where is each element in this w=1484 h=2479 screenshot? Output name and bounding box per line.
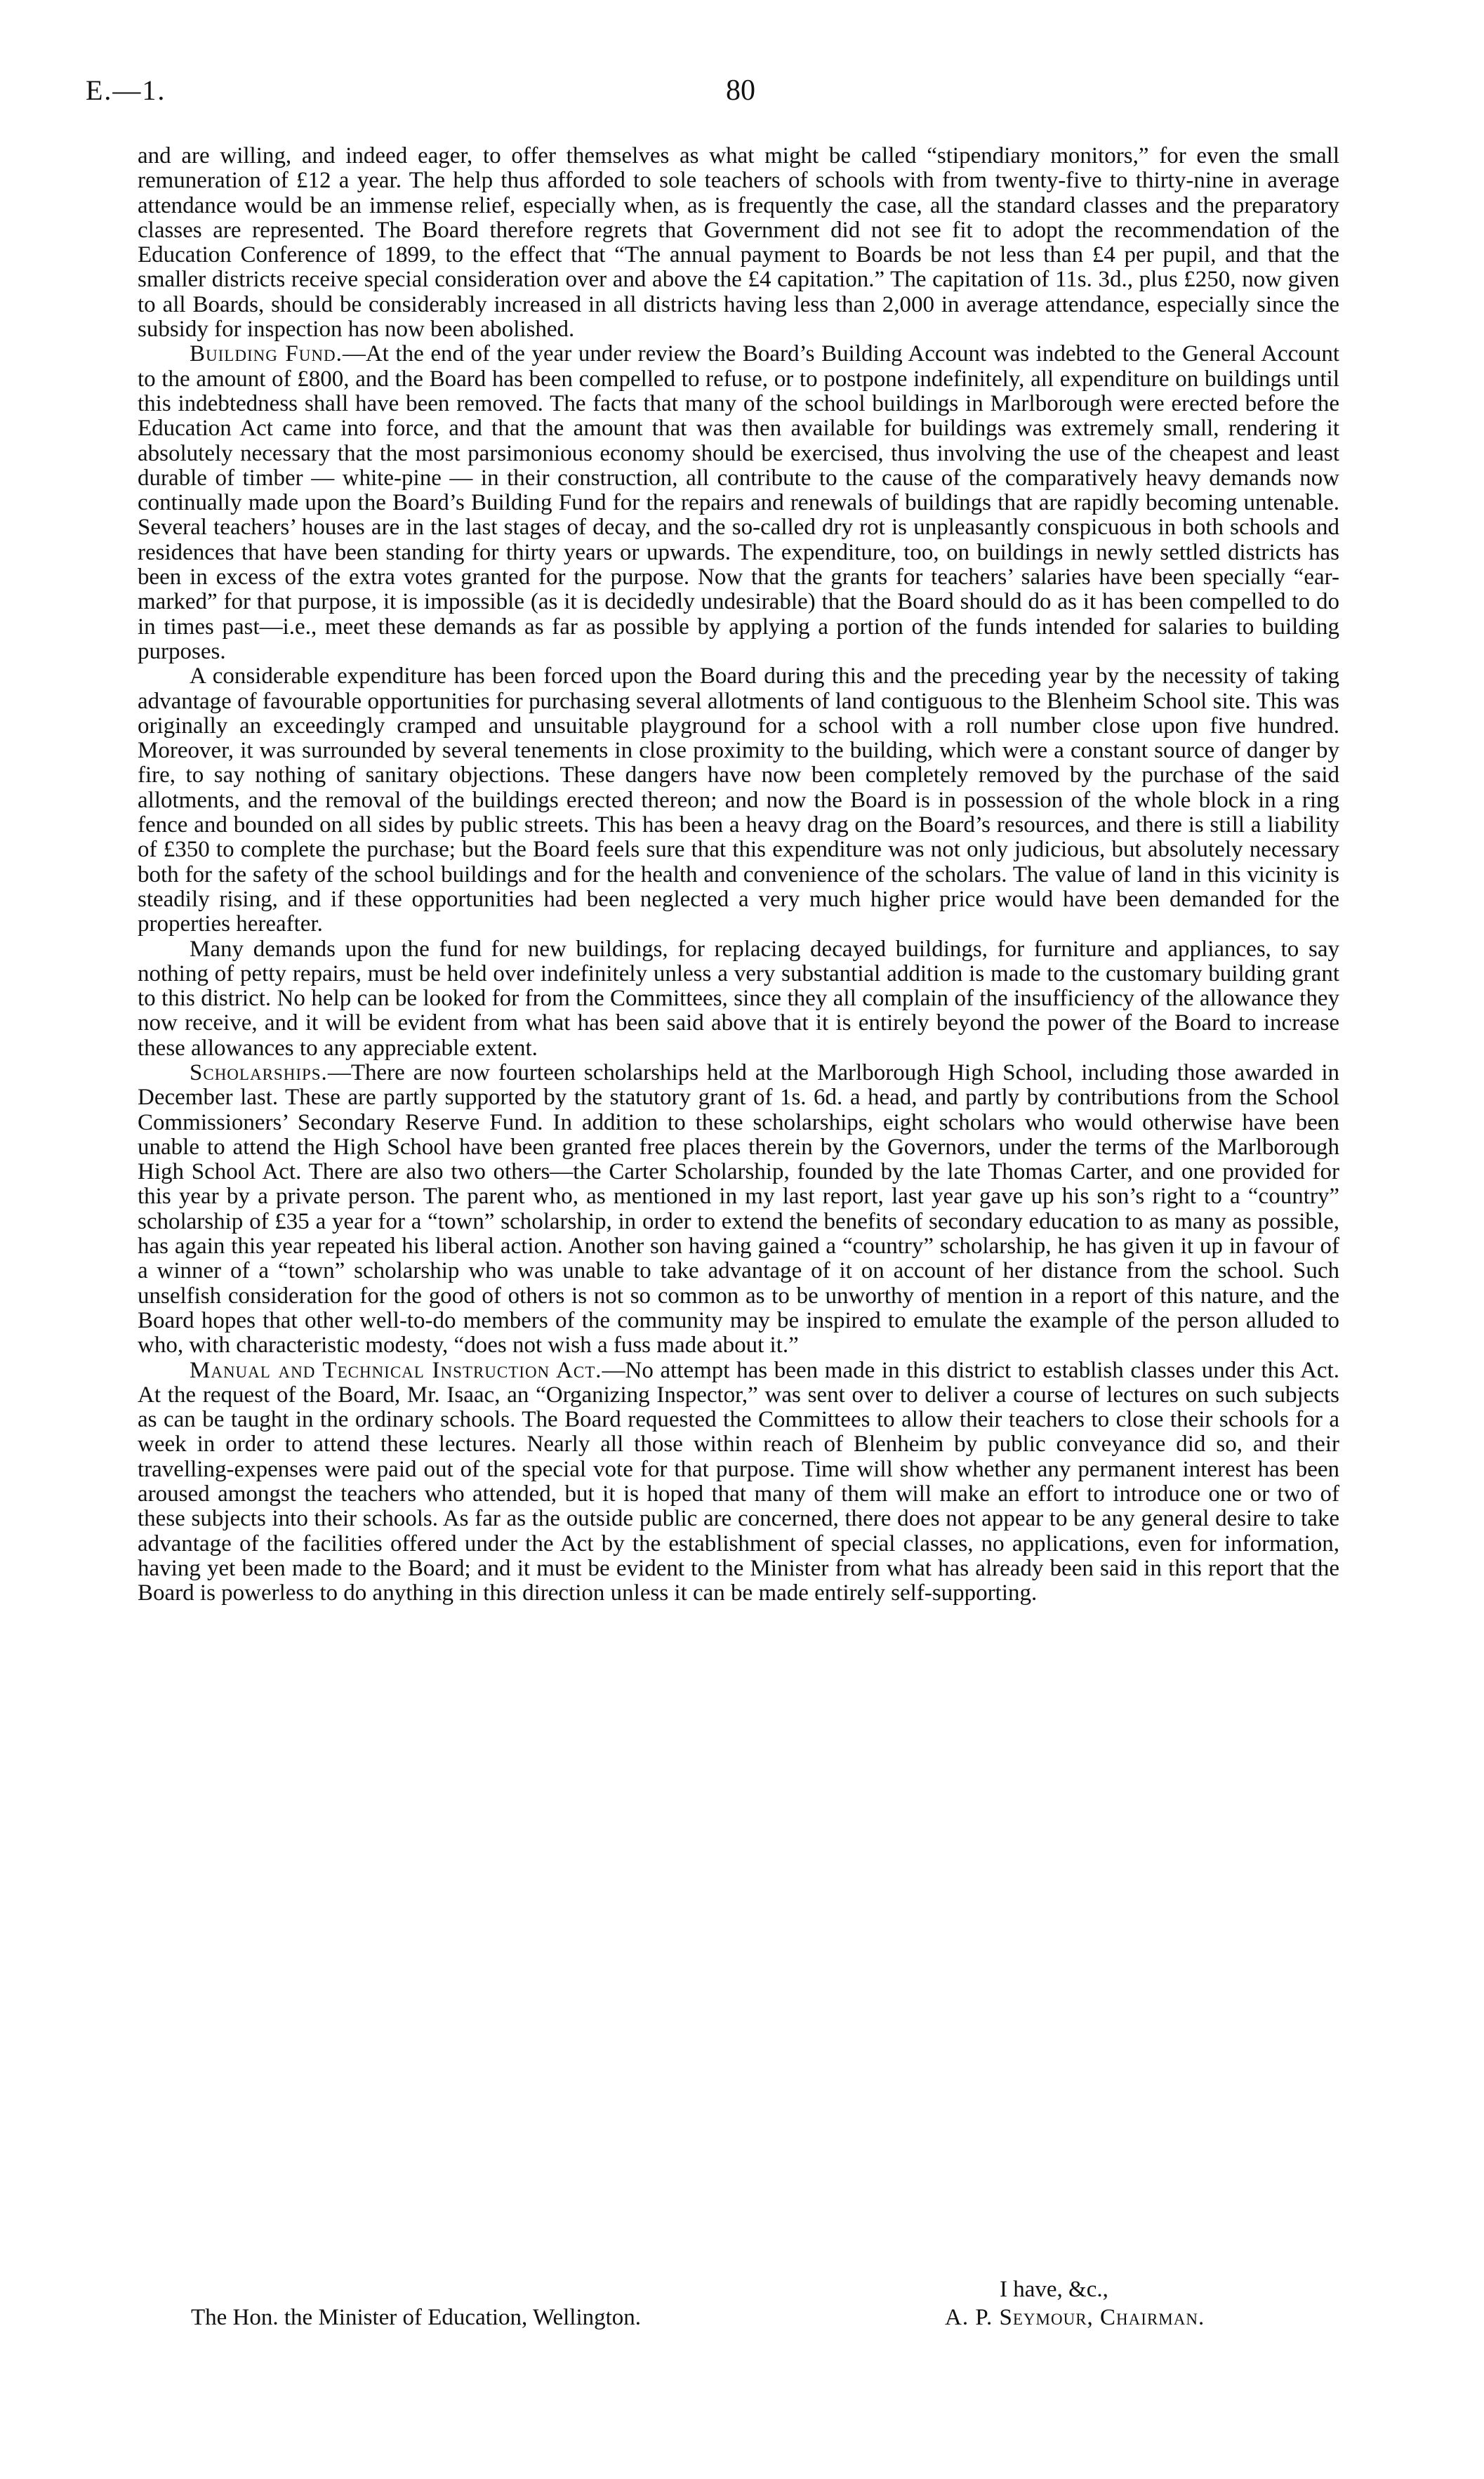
section-heading-building-fund: Building Fund. bbox=[190, 341, 343, 367]
addressee: The Hon. the Minister of Education, Wellington. bbox=[191, 2305, 642, 2330]
paragraph-fund-demands: Many demands upon the fund for new buildings, for replacing decayed buildings, for furniture and appliances, to say nothing of petty repairs, must be held over indefinitely unless a very substantial addition is made to the customary building grant to this district. No help can be looked for from the Committees, since they all complain of the insufficiency of the allowance they now receive, and it will be evident from what has been said above that it is entirely beyond the power of the Board to increase these allowances to any appreciable extent. bbox=[138, 936, 1339, 1061]
paragraph-blenheim-allotments: A considerable expenditure has been forced upon the Board during this and the preceding year by the necessity of taking advantage of favourable opportunities for purchasing several allotments of land contiguous to the Blenheim School site. This was originally an exceedingly cramped and unsuitable playground for a school with a roll number close upon five hundred. Moreover, it was surrounded by several tenements in close proximity to the building, which were a constant source of danger by fire, to say nothing of sanitary objections. These dangers have now been completely removed by the purchase of the said allotments, and the removal of the buildings erected thereon; and now the Board is in possession of the whole block in a ring fence and bounded on all sides by public streets. This has been a heavy drag on the Board’s resources, and there is still a liability of £350 to complete the purchase; but the Board feels sure that this expenditure was not only judicious, but absolutely necessary both for the safety of the school buildings and for the health and convenience of the scholars. The value of land in this vicinity is steadily rising, and if these opportunities had been neglected a very much higher price would have been demanded for the properties hereafter. bbox=[138, 663, 1339, 937]
paragraph-stipendiary-monitors: and are willing, and indeed eager, to offer themselves as what might be called “stipendiary monitors,” for even the small remuneration of £12 a year. The help thus afforded to sole teachers of schools with from twenty-five to thirty-nine in average attendance would be an immense relief, especially when, as is frequently the case, all the standard classes and the preparatory classes are represented. The Board therefore regrets that Government did not see fit to adopt the recommendation of the Education Conference of 1899, to the effect that “The annual payment to Boards be not less than £4 per pupil, and that the smaller districts receive special consideration over and above the £4 capitation.” The capitation of 11s. 3d., plus £250, now given to all Boards, should be considerably increased in all districts having less than 2,000 in average attendance, especially since the subsidy for inspection has now been abolished. bbox=[138, 143, 1339, 343]
paragraph-manual-technical: Manual and Technical Instruction Act.—No attempt has been made in this district to establish classes under this Act. At the request of the Board, Mr. Isaac, an “Organizing Inspector,” was sent over to deliver a course of lectures on such subjects as can be taught in the ordinary schools. The Board requested the Committees to allow their teachers to close their schools for a week in order to attend these lectures. Nearly all those within reach of Blenheim by public conveyance did so, and their travelling-expenses were paid out of the special vote for that purpose. Time will show whether any permanent interest has been aroused amongst the teachers who attended, but it is hoped that many of them will make an effort to introduce one or two of these subjects into their schools. As far as the outside public are concerned, there does not appear to be any general desire to take advantage of the facilities offered under the Act by the establishment of special classes, no applications, even for information, having yet been made to the Board; and it must be evident to the Minister from what has already been said in this report that the Board is powerless to do anything in this direction unless it can be made entirely self-supporting. bbox=[138, 1357, 1339, 1606]
document-reference: E.—1. bbox=[86, 74, 166, 106]
paragraph-building-fund: Building Fund.—At the end of the year under review the Board’s Building Account was indebted to the General Account to the amount of £800, and the Board has been compelled to refuse, or to postpone indefinitely, all expenditure on buildings until this indebtedness shall have been removed. The facts that many of the school buildings in Marlborough were erected before the Education Act came into force, and that the amount that was then available for buildings was extremely small, rendering it absolutely necessary that the most parsimonious economy should be exercised, thus involving the use of the cheapest and least durable of timber — white-pine — in their construction, all contribute to the cause of the comparatively heavy demands now continually made upon the Board’s Building Fund for the repairs and renewals of buildings that are rapidly becoming untenable. Several teachers’ houses are in the last stages of decay, and the so-called dry rot is unpleasantly conspicuous in both schools and residences that have been standing for thirty years or upwards. The expenditure, too, on buildings in newly settled districts has been in excess of the extra votes granted for the purpose. Now that the grants for teachers’ salaries have been specially “ear-marked” for that purpose, it is impossible (as it is decidedly undesirable) that the Board should do as it has been compelled to do in times past—i.e., meet these demands as far as possible by applying a portion of the funds intended for salaries to building purposes. bbox=[138, 341, 1339, 664]
page-number: 80 bbox=[726, 74, 755, 107]
section-heading-scholarships: Scholarships. bbox=[190, 1059, 328, 1085]
page-header bbox=[0, 74, 1484, 116]
closing-salutation: I have, &c., bbox=[1000, 2277, 1108, 2302]
paragraph-scholarships: Scholarships.—There are now fourteen scholarships held at the Marlborough High School, including those awarded in December last. These are partly supported by the statutory grant of 1s. 6d. a head, and partly by contributions from the School Commissioners’ Secondary Reserve Fund. In addition to these scholarships, eight scholars who would otherwise have been unable to attend the High School have been granted free places therein by the Governors, under the terms of the Marlborough High School Act. There are also two others—the Carter Scholarship, founded by the late Thomas Carter, and one provided for this year by a private person. The parent who, as mentioned in my last report, last year gave up his son’s right to a “country” scholarship of £35 a year for a “town” scholarship, in order to extend the benefits of secondary education to as many as possible, has again this year repeated his liberal action. Another son having gained a “country” scholarship, he has given it up in favour of a winner of a “town” scholarship who was unable to take advantage of it on account of her distance from the school. Such unselfish consideration for the good of others is not so common as to be unworthy of mention in a report of this nature, and the Board hopes that other well-to-do members of the community may be inspired to emulate the example of the person alluded to who, with characteristic modesty, “does not wish a fuss made about it.” bbox=[138, 1059, 1339, 1359]
report-body bbox=[138, 144, 1339, 1606]
signature: A. P. Seymour, Chairman. bbox=[945, 2305, 1205, 2330]
section-heading-manual-technical: Manual and Technical Instruction Act. bbox=[190, 1357, 602, 1383]
